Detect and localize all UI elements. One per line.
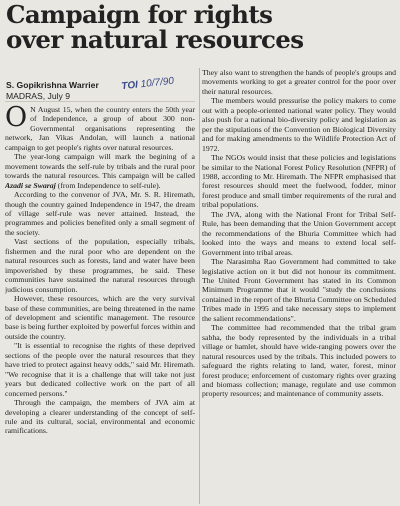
byline-author: S. Gopikrishna Warrier — [6, 80, 99, 90]
article-column-1 — [5, 105, 195, 505]
paragraph: The members would pressurise the policy makers to come out with a people-oriented national water policy. They would also push for a national bio-diversity policy and legislation as per the stipulations of the Convention on Biological Diversity and for making amendments to the Wildlife Protection Act of 1972. — [202, 96, 396, 153]
headline — [6, 2, 396, 52]
paragraph: "It is essential to recognise the rights of these deprived sections of the people over the natural resources that they have tried to protect against heavy odds," said Mr. Hiremath. "We recognise that it is a challenge that will take not just years but dedicated collective work on the part of all concerned persons." — [5, 341, 195, 398]
paragraph: Through the campaign, the members of JVA aim at developing a clearer understanding of the concept of self-rule and its cultural, social, environmental and economic ramifications. — [5, 398, 195, 436]
paragraph: The committee had recommended that the tribal gram sabha, the body represented by the individuals in a tribal village or hamlet, should have wide-ranging powers over the natural resources used by the tribals. This included powers to safeguard the rights relating to land, water, forest, minor forest produce; enforcement of customary rights over grazing and biomass collection; manage, regulate and use common property resources; and maintenance of community assets. — [202, 323, 396, 399]
paragraph: According to the convenor of JVA, Mr. S. R. Hiremath, though the country gained Independence in 1947, the dream of village self-rule was never attained. Instead, the programmes and policies benefited only a small segment of the society. — [5, 190, 195, 237]
paragraph: The JVA, along with the National Front for Tribal Self-Rule, has been demanding that the Union Government accept the recommendations of the Bhuria Committee which had looked into the ways and means to extend local self-Government into tribal areas. — [202, 209, 396, 257]
paragraph: The NGOs would insist that these policies and legislations be similar to the National Forest Policy Resolution (NFPR) of 1988, according to Mr. Hiremath. The NFPR emphasised that forest resources should meet the fuelwood, fodder, minor forest produce and small timber requirements of the rural and tribal populations. — [202, 153, 396, 210]
column-divider — [199, 68, 200, 504]
campaign-name: Azadi se Swaraj — [5, 180, 56, 190]
paragraph: O N August 15, when the country enters the 50th year of Independence, a group of about 300 non-Governmental organisations representing the network, Jan Vikas Andolan, will launch a national campaign to get people's rights over natural resources. — [5, 105, 195, 152]
paragraph: They also want to strengthen the hands of people's groups and movements working to get a greater control for the poor over their natural resources. — [202, 68, 396, 96]
headline-line-1: Campaign for rights — [6, 0, 273, 29]
stamp-mark: TOI — [120, 79, 139, 93]
paragraph: The year-long campaign will mark the begining of a movement towards the self-rule by tribals and the rural poor towards the natural resources. This campaign will be called Azadi se Swaraj (from Independence to self-rule). — [5, 152, 195, 190]
article-column-2 — [202, 68, 396, 504]
stamp-date: 10/7/90 — [140, 75, 175, 91]
headline-line-2: over natural resources — [6, 25, 304, 54]
byline-place: MADRAS, July 9 — [6, 90, 70, 101]
paragraph: The Narasimha Rao Government had committed to take legislative action on it but did not honour its commitment. The United Front Government has stated in its Common Minimum Programme that it would "study the conclusions contained in the report of the Bhuria Committee on Scheduled Tribes made in 1995 and take necessary steps to implement the salient recommendations". — [202, 257, 396, 323]
byline-divider — [5, 101, 195, 102]
paragraph: However, these resources, which are the very survival base of these communities, are being threatened in the name of development and scientific management. The resource base is being further exploited by powerful forces within and outside the country. — [5, 294, 195, 341]
drop-cap: O — [5, 105, 28, 133]
paragraph: Vast sections of the population, especially tribals, fishermen and the rural poor who are dependent on the natural resources such as forests, land and water have been impoverished by these programmes, he said. These communities have sustained the natural resources through judicious consumption. — [5, 237, 195, 294]
